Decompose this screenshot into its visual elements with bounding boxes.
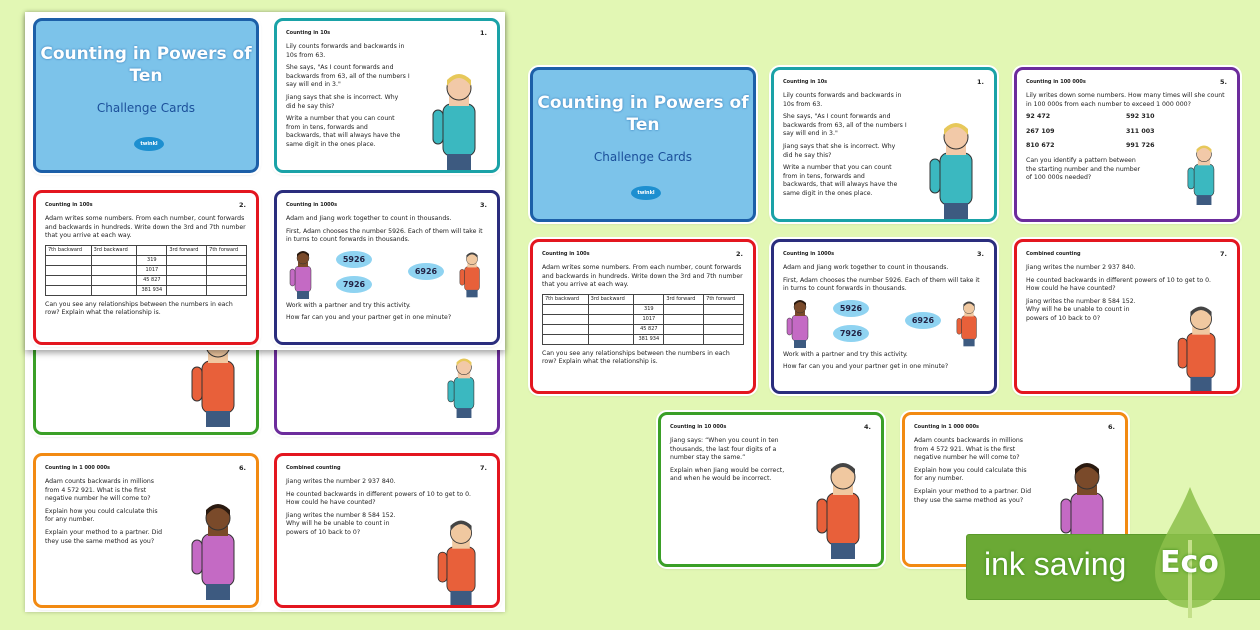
card-body bbox=[1026, 92, 1228, 187]
card-paragraph: How far can you and your partner get in one minute? bbox=[286, 314, 452, 322]
speech-bubble: 5926 bbox=[336, 251, 372, 268]
speech-bubble: 5926 bbox=[833, 300, 869, 317]
card-number: 2. bbox=[736, 250, 743, 258]
card-number: 7. bbox=[480, 464, 487, 472]
answer-table bbox=[542, 294, 744, 345]
answer-cell bbox=[167, 265, 207, 275]
speech-bubble: 6926 bbox=[905, 312, 941, 329]
cover-title: Counting in Powers of Ten bbox=[537, 93, 749, 135]
answer-cell bbox=[91, 265, 137, 275]
card-paragraph: Jiang writes the number 2 937 840. bbox=[1026, 264, 1136, 271]
activity-scene bbox=[286, 249, 488, 299]
card-heading: Combined counting bbox=[1026, 251, 1081, 257]
card-number: 7. bbox=[1220, 250, 1227, 258]
card-paragraph: Adam counts backwards in millions from 4 572 921. What is the first negative number he will come to? bbox=[45, 478, 155, 503]
character-illustration bbox=[955, 299, 983, 347]
start-number-cell: 381 934 bbox=[634, 334, 664, 344]
card-body bbox=[286, 478, 488, 542]
number-item: 991 726 bbox=[1126, 142, 1155, 150]
character-illustration bbox=[288, 249, 318, 299]
card-heading: Combined counting bbox=[286, 465, 341, 471]
number-item: 92 472 bbox=[1026, 113, 1051, 121]
card-number: 6. bbox=[239, 464, 246, 472]
answer-cell bbox=[588, 324, 634, 334]
answer-cell bbox=[207, 255, 247, 265]
card-body bbox=[542, 264, 744, 371]
table-header-cell: 7th forward bbox=[704, 294, 744, 304]
card-number: 5. bbox=[1220, 78, 1227, 86]
card-body bbox=[286, 215, 488, 327]
card-body bbox=[45, 215, 247, 322]
number-item: 267 109 bbox=[1026, 127, 1055, 135]
card-heading: Counting in 100s bbox=[542, 251, 590, 257]
challenge-card-3 bbox=[274, 190, 500, 345]
start-number-cell: 1017 bbox=[634, 314, 664, 324]
card-body bbox=[783, 92, 985, 203]
challenge-card-5 bbox=[1014, 67, 1240, 222]
speech-bubble: 7926 bbox=[833, 325, 869, 342]
card-body bbox=[1026, 264, 1228, 328]
answer-cell bbox=[91, 255, 137, 265]
number-item: 592 310 bbox=[1126, 113, 1155, 121]
card-body bbox=[45, 478, 247, 550]
start-number-cell: 319 bbox=[634, 304, 664, 314]
card-paragraph: First, Adam chooses the number 5926. Each of them will take it in turns to count forwards in thousands. bbox=[286, 227, 483, 244]
card-heading: Counting in 1 000 000s bbox=[914, 424, 980, 430]
challenge-card-6 bbox=[33, 453, 259, 608]
answer-cell bbox=[664, 304, 704, 314]
answer-cell bbox=[543, 324, 589, 334]
card-heading: Counting in 10s bbox=[286, 30, 331, 36]
answer-cell bbox=[207, 285, 247, 295]
table-header-cell: 7th backward bbox=[46, 245, 92, 255]
table-header-cell: 7th backward bbox=[543, 294, 589, 304]
card-paragraph: Explain how you could calculate this for any number. bbox=[914, 466, 1027, 483]
answer-cell bbox=[704, 324, 744, 334]
card-number: 1. bbox=[480, 29, 487, 37]
answer-cell bbox=[46, 255, 92, 265]
number-list bbox=[1026, 113, 1228, 151]
twinkl-logo: twinkl bbox=[134, 137, 164, 151]
start-number-cell: 381 934 bbox=[137, 285, 167, 295]
character-illustration bbox=[458, 250, 486, 298]
answer-cell bbox=[664, 314, 704, 324]
answer-cell bbox=[46, 275, 92, 285]
card-paragraph: Jiang says that she is incorrect. Why did he say this? bbox=[783, 142, 896, 159]
answer-cell bbox=[588, 304, 634, 314]
card-paragraph: Explain how you could calculate this for any number. bbox=[45, 507, 158, 524]
card-heading: Counting in 10 000s bbox=[670, 424, 727, 430]
card-paragraph: Lily counts forwards and backwards in 10s from 63. bbox=[783, 92, 902, 108]
card-paragraph: He counted backwards in different powers of 10 to get to 0. How could he have counted? bbox=[286, 490, 472, 507]
challenge-card-1 bbox=[771, 67, 997, 222]
answer-cell bbox=[588, 314, 634, 324]
challenge-card-2 bbox=[530, 239, 756, 394]
answer-cell bbox=[167, 285, 207, 295]
twinkl-logo: twinkl bbox=[631, 186, 661, 200]
answer-cell bbox=[543, 304, 589, 314]
card-paragraph: Work with a partner and try this activity. bbox=[286, 301, 411, 309]
card-number: 4. bbox=[864, 423, 871, 431]
start-number-cell: 1017 bbox=[137, 265, 167, 275]
card-heading: Counting in 1 000 000s bbox=[45, 465, 111, 471]
answer-cell bbox=[664, 324, 704, 334]
card-paragraph: Lily writes down some numbers. How many times will she count in 100 000s from each number to exceed 1 000 000? bbox=[1026, 92, 1225, 108]
answer-table bbox=[45, 245, 247, 296]
card-body bbox=[783, 264, 985, 376]
answer-cell bbox=[91, 285, 137, 295]
speech-bubble: 7926 bbox=[336, 276, 372, 293]
cover-subtitle: Challenge Cards bbox=[593, 150, 693, 164]
card-paragraph: Adam and Jiang work together to count in thousands. bbox=[286, 215, 452, 222]
answer-cell bbox=[704, 334, 744, 344]
card-body bbox=[670, 437, 872, 488]
card-paragraph: How far can you and your partner get in one minute? bbox=[783, 363, 949, 371]
table-header-cell: 3rd forward bbox=[167, 245, 207, 255]
card-heading: Counting in 10s bbox=[783, 79, 828, 85]
card-paragraph: Adam writes some numbers. From each number, count forwards and backwards in hundreds. Write down the 3rd and 7th number that you arrive at each way. bbox=[542, 264, 743, 289]
start-number-cell: 319 bbox=[137, 255, 167, 265]
answer-cell bbox=[167, 275, 207, 285]
cover-card bbox=[33, 18, 259, 173]
card-heading: Counting in 100 000s bbox=[1026, 79, 1086, 85]
card-number: 1. bbox=[977, 78, 984, 86]
answer-cell bbox=[588, 334, 634, 344]
card-heading: Counting in 1000s bbox=[783, 251, 835, 257]
answer-cell bbox=[664, 334, 704, 344]
activity-scene bbox=[783, 298, 985, 348]
card-paragraph: Work with a partner and try this activity. bbox=[783, 350, 908, 358]
challenge-card-2 bbox=[33, 190, 259, 345]
answer-cell bbox=[46, 285, 92, 295]
card-paragraph: Jiang writes the number 2 937 840. bbox=[286, 478, 396, 485]
card-paragraph: Explain your method to a partner. Did they use the same method as you? bbox=[45, 528, 163, 545]
answer-cell bbox=[207, 275, 247, 285]
card-paragraph: Jiang writes the number 8 584 152. Why will he be unable to count in powers of 10 back to 0? bbox=[286, 511, 396, 536]
challenge-card-1 bbox=[274, 18, 500, 173]
card-paragraph: He counted backwards in different powers of 10 to get to 0. How could he have counted? bbox=[1026, 276, 1212, 293]
card-paragraph: Can you see any relationships between the numbers in each row? Explain what the relationship is. bbox=[45, 300, 233, 317]
character-illustration bbox=[439, 356, 489, 418]
cover-subtitle: Challenge Cards bbox=[96, 101, 196, 115]
card-paragraph: Explain your method to a partner. Did they use the same method as you? bbox=[914, 487, 1032, 504]
answer-cell bbox=[207, 265, 247, 275]
start-number-cell: 45 827 bbox=[634, 324, 664, 334]
card-paragraph: Can you see any relationships between the numbers in each row? Explain what the relationship is. bbox=[542, 349, 730, 366]
character-illustration bbox=[785, 298, 815, 348]
card-paragraph: Adam and Jiang work together to count in thousands. bbox=[783, 264, 949, 271]
table-header-cell: 3rd backward bbox=[588, 294, 634, 304]
table-header-cell bbox=[137, 245, 167, 255]
cover-title: Counting in Powers of Ten bbox=[40, 44, 252, 86]
eco-badge: Eco bbox=[1160, 545, 1219, 580]
card-number: 6. bbox=[1108, 423, 1115, 431]
challenge-card-3 bbox=[771, 239, 997, 394]
start-number-cell: 45 827 bbox=[137, 275, 167, 285]
table-header-cell: 3rd backward bbox=[91, 245, 137, 255]
card-number: 3. bbox=[977, 250, 984, 258]
card-paragraph: Jiang writes the number 8 584 152. Why will he be unable to count in powers of 10 back to 0? bbox=[1026, 297, 1136, 322]
card-body bbox=[914, 437, 1116, 509]
challenge-card-7 bbox=[274, 453, 500, 608]
card-paragraph: Lily counts forwards and backwards in 10s from 63. bbox=[286, 43, 405, 59]
card-heading: Counting in 100s bbox=[45, 202, 93, 208]
card-paragraph: Explain when Jiang would be correct, and when he would be incorrect. bbox=[670, 466, 785, 483]
answer-cell bbox=[704, 304, 744, 314]
answer-cell bbox=[543, 334, 589, 344]
ink-saving-label: ink saving bbox=[984, 546, 1127, 582]
card-paragraph: First, Adam chooses the number 5926. Each of them will take it in turns to count forwards in thousands. bbox=[783, 276, 980, 293]
card-number: 3. bbox=[480, 201, 487, 209]
speech-bubble: 6926 bbox=[408, 263, 444, 280]
table-header-cell bbox=[634, 294, 664, 304]
card-paragraph: Can you identify a pattern between the starting number and the number of 100 000s needed? bbox=[1026, 156, 1141, 182]
challenge-card-4 bbox=[658, 412, 884, 567]
number-item: 311 003 bbox=[1126, 127, 1155, 135]
card-heading: Counting in 1000s bbox=[286, 202, 338, 208]
card-paragraph: She says, "As I count forwards and backwards from 63, all of the numbers I say will end in 3." bbox=[783, 113, 907, 138]
card-paragraph: Write a number that you can count from in tens, forwards and backwards, that will always have the same digit in the ones place. bbox=[783, 164, 898, 197]
answer-cell bbox=[91, 275, 137, 285]
card-paragraph: Jiang says: “When you count in ten thousands, the last four digits of a number stay the same.” bbox=[670, 437, 779, 462]
card-paragraph: She says, "As I count forwards and backwards from 63, all of the numbers I say will end in 3." bbox=[286, 64, 410, 89]
cover-card bbox=[530, 67, 756, 222]
card-paragraph: Adam counts backwards in millions from 4 572 921. What is the first negative number he will come to? bbox=[914, 437, 1024, 462]
table-header-cell: 3rd forward bbox=[664, 294, 704, 304]
answer-cell bbox=[46, 265, 92, 275]
answer-cell bbox=[704, 314, 744, 324]
card-paragraph: Jiang says that she is incorrect. Why did he say this? bbox=[286, 93, 399, 110]
card-body bbox=[286, 43, 488, 154]
challenge-card-7 bbox=[1014, 239, 1240, 394]
answer-cell bbox=[543, 314, 589, 324]
card-paragraph: Write a number that you can count from in tens, forwards and backwards, that will always have the same digit in the ones place. bbox=[286, 115, 401, 148]
card-paragraph: Adam writes some numbers. From each number, count forwards and backwards in hundreds. Write down the 3rd and 7th number that you arrive at each way. bbox=[45, 215, 246, 240]
answer-cell bbox=[167, 255, 207, 265]
number-item: 810 672 bbox=[1026, 142, 1055, 150]
table-header-cell: 7th forward bbox=[207, 245, 247, 255]
card-number: 2. bbox=[239, 201, 246, 209]
